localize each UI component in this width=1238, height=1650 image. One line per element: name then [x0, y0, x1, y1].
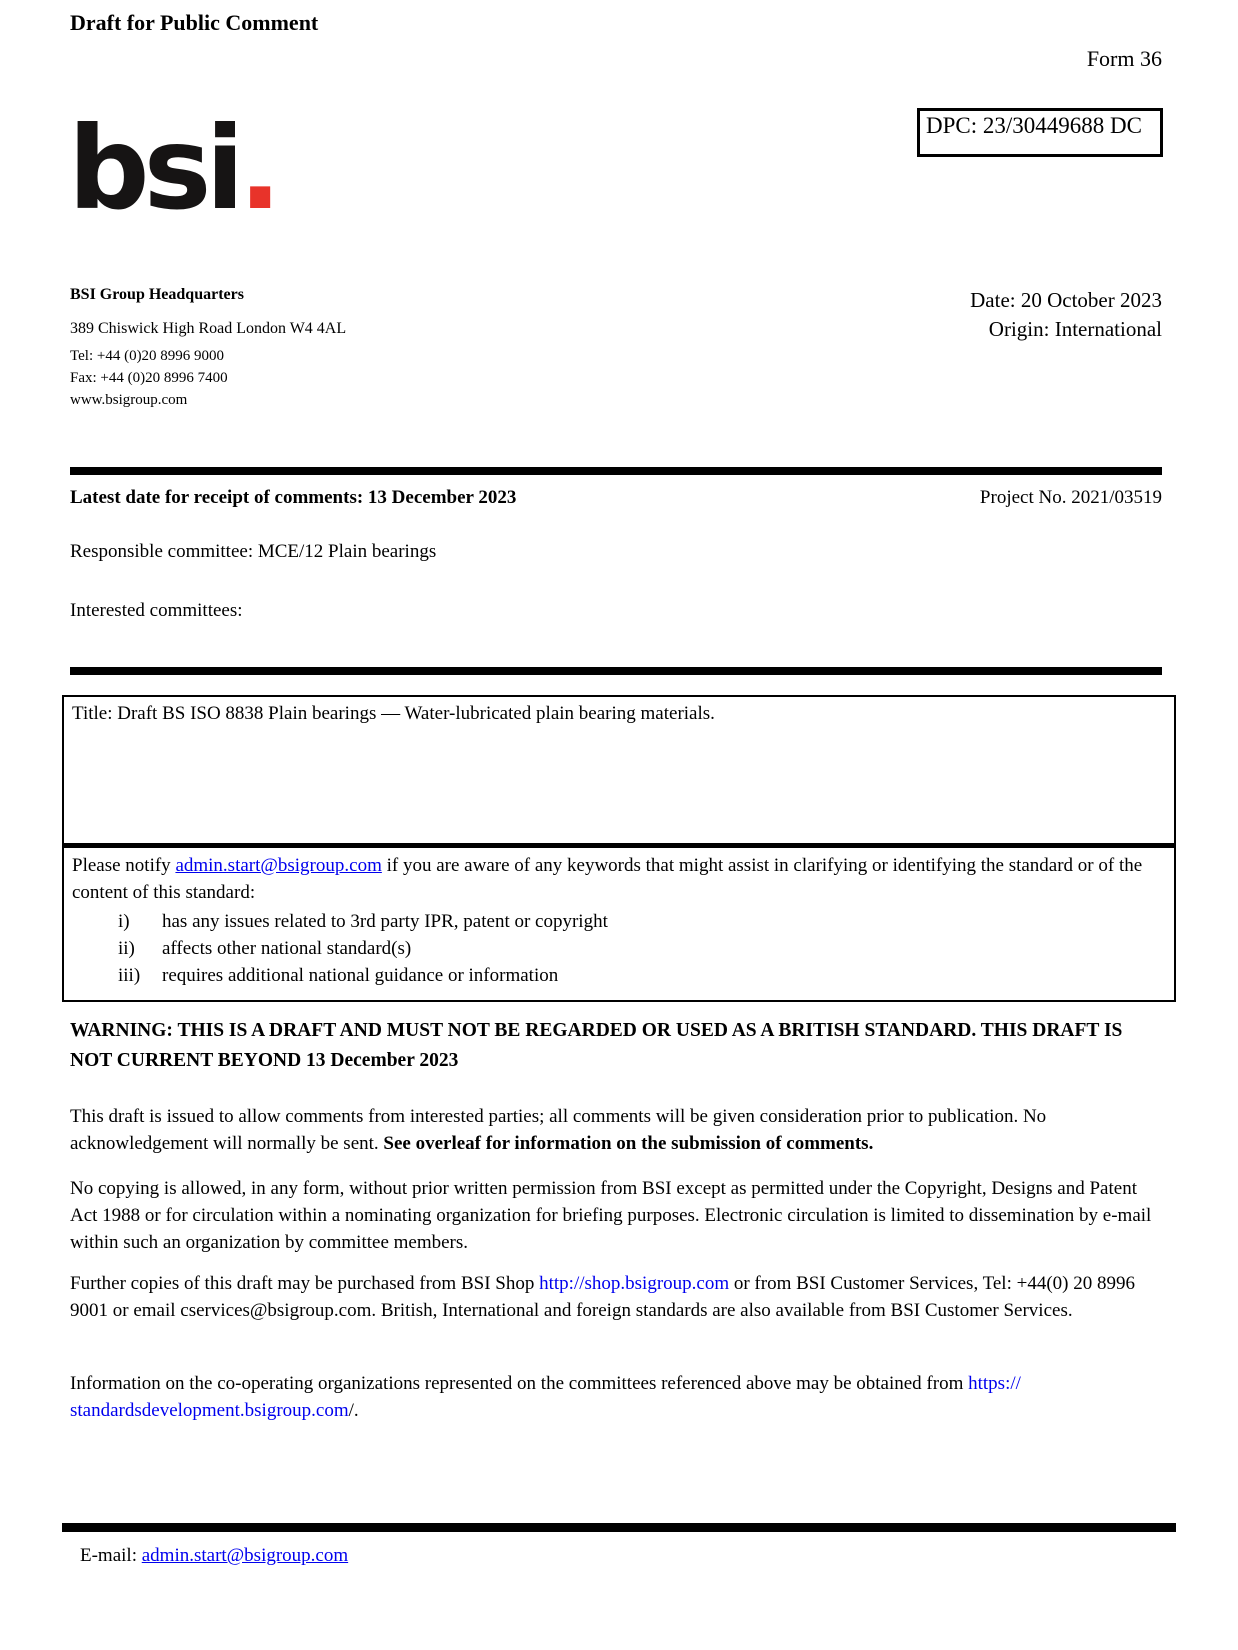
- form-number-label: Form 36: [1086, 46, 1162, 71]
- paragraph-comments-invitation: [70, 1103, 1166, 1157]
- paragraph-text: Information on the co-operating organizations represented on the committees referenced above may be obtained from: [70, 1373, 969, 1394]
- link-rest: standardsdevelopment.bsigroup.com: [70, 1400, 349, 1421]
- horizontal-rule-footer: [62, 1523, 1176, 1532]
- notify-email-link[interactable]: admin.start@bsigroup.com: [175, 855, 382, 876]
- standard-title: Title: Draft BS ISO 8838 Plain bearings — Water-lubricated plain bearing materials.: [72, 703, 715, 724]
- hq-street: 389 Chiswick High Road London W4 4AL: [70, 320, 347, 337]
- list-item: [118, 908, 1166, 935]
- title-box: [62, 695, 1176, 848]
- paragraph-copying-policy: No copying is allowed, in any form, without prior written permission from BSI except as permitted under the Copyright, Designs and Patent Act 1988 or for circulation within a nominating organization for briefing purposes. Electronic circulation is limited to dissemination by e-mail within such an organization by committee members.: [70, 1178, 1152, 1253]
- link-scheme: https://: [968, 1373, 1021, 1394]
- list-item-marker: ii): [118, 938, 135, 959]
- bsi-logo-text: bsi: [68, 102, 239, 235]
- bsi-logo: [68, 102, 282, 235]
- list-item-text: requires additional national guidance or information: [162, 965, 559, 986]
- notify-text-pre: Please notify: [72, 855, 176, 876]
- paragraph-cooperating-orgs: [70, 1370, 1166, 1424]
- hq-website: www.bsigroup.com: [70, 392, 188, 408]
- document-date: Date: 20 October 2023: [970, 288, 1162, 312]
- footer-email-label: E-mail:: [80, 1545, 142, 1566]
- project-number: Project No. 2021/03519: [979, 487, 1162, 508]
- responsible-committee: Responsible committee: MCE/12 Plain bearings: [70, 541, 437, 562]
- interested-committees: Interested committees:: [70, 600, 243, 621]
- notify-text-post: if you are aware of any keywords that might assist in clarifying or identifying the standard or of the content of this standard:: [72, 855, 1143, 903]
- paragraph-text: Further copies of this draft may be purchased from BSI Shop: [70, 1273, 540, 1294]
- bsi-logo-red-dot: .: [238, 102, 282, 235]
- hq-fax: Fax: +44 (0)20 8996 7400: [70, 370, 228, 386]
- list-item-text: affects other national standard(s): [162, 938, 412, 959]
- list-item: [118, 935, 1166, 962]
- see-overleaf-note: See overleaf for information on the submission of comments.: [383, 1133, 874, 1154]
- horizontal-rule-top: [70, 467, 1162, 475]
- comments-deadline: Latest date for receipt of comments: 13 December 2023: [70, 487, 517, 508]
- hq-name: BSI Group Headquarters: [70, 286, 244, 303]
- dpc-reference-label: DPC: 23/30449688 DC: [926, 113, 1142, 138]
- notify-list: [72, 908, 1166, 989]
- draft-for-public-comment-label: Draft for Public Comment: [70, 10, 319, 35]
- paragraph-text: or from BSI Customer Services, Tel: +44(0) 20 8996 9001 or email cservices@bsigroup.com. British, International and foreign standards are also available from BSI Customer Services.: [70, 1273, 1135, 1321]
- footer-email-link[interactable]: admin.start@bsigroup.com: [141, 1545, 349, 1566]
- list-item: [118, 962, 1166, 989]
- horizontal-rule-middle: [70, 667, 1162, 675]
- bsi-shop-link[interactable]: http://shop.bsigroup.com: [539, 1273, 730, 1294]
- document-origin: Origin: International: [988, 317, 1162, 341]
- paragraph-purchase-info: [70, 1270, 1166, 1324]
- list-item-marker: i): [118, 911, 130, 932]
- draft-warning: WARNING: THIS IS A DRAFT AND MUST NOT BE REGARDED OR USED AS A BRITISH STANDARD. THIS DRAFT IS NOT CURRENT BEYOND 13 December 2023: [70, 1020, 1123, 1071]
- footer-email-row: [80, 1545, 348, 1567]
- paragraph-text: /.: [348, 1400, 359, 1421]
- hq-tel: Tel: +44 (0)20 8996 9000: [70, 348, 225, 364]
- notify-text: [72, 852, 1166, 906]
- list-item-text: has any issues related to 3rd party IPR, patent or copyright: [162, 911, 608, 932]
- list-item-marker: iii): [118, 965, 141, 986]
- dpc-reference-box: [917, 108, 1163, 157]
- paragraph-text: This draft is issued to allow comments from interested parties; all comments will be given consideration prior to publication. No acknowledgement will normally be sent.: [70, 1106, 1047, 1154]
- keywords-notify-box: [62, 848, 1176, 1002]
